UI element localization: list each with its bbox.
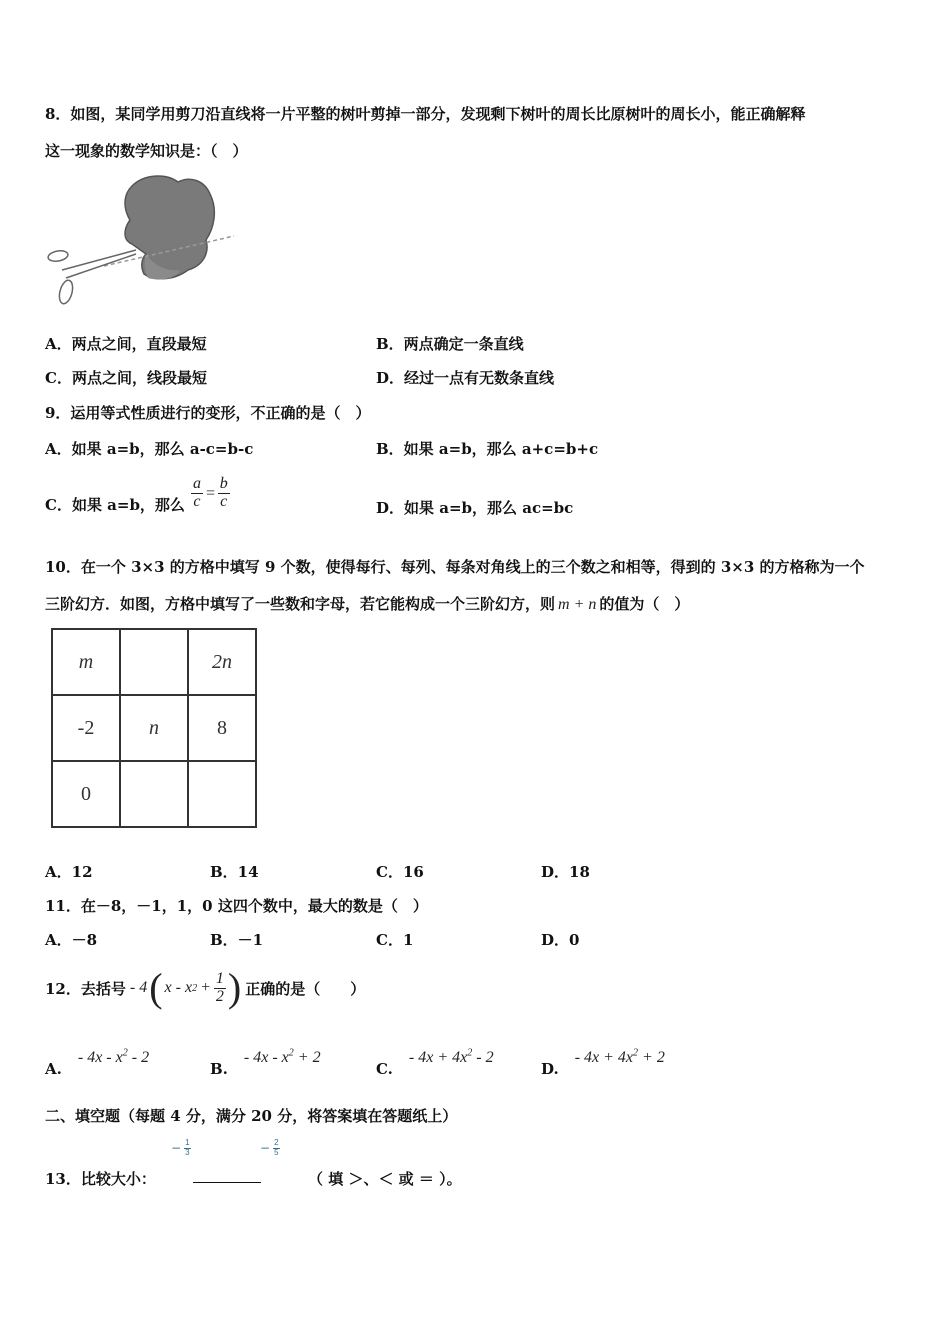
q9-frac-a-over-c: $\frac{a}{c}$ — [192, 475, 201, 510]
scissors-handle-bottom — [57, 279, 75, 305]
q8-option-b: B．两点确定一条直线 — [376, 335, 524, 353]
q10-option-c: C．16 — [376, 863, 424, 881]
grid-cell: n — [120, 695, 188, 761]
leaf-scissors-figure — [44, 170, 239, 312]
q12-option-b: B.- $4x - x^2 + 2$ — [210, 1048, 321, 1079]
q10-math-m-plus-n: m + n — [558, 596, 597, 613]
q12-frac-one-half: $\frac{1}{2}$ — [215, 969, 224, 1005]
scissors-handle-top — [47, 249, 68, 262]
grid-cell: 2n — [188, 629, 256, 695]
q11-option-b: B．－1 — [210, 931, 264, 949]
q11-option-c: C．1 — [376, 931, 414, 949]
q10-option-b: B．14 — [210, 863, 259, 881]
q8-option-c: C．两点之间，线段最短 — [45, 369, 207, 387]
grid-cell: 8 — [188, 695, 256, 761]
q11-option-a: A．－8 — [45, 931, 98, 949]
grid-cell — [188, 761, 256, 827]
q8-option-a: A．两点之间，直段最短 — [45, 335, 207, 353]
q12-option-d: D.- $4x + 4x^2 + 2$ — [541, 1048, 665, 1079]
q11-stem: 11．在－8，－1，1，0 这四个数中，最大的数是（ ） — [45, 897, 428, 915]
q10-option-a: A．12 — [45, 863, 93, 881]
q13-frac-minus-two-fifths: − $\frac{2}{5}$ — [260, 1138, 279, 1157]
q12-option-a: A.- $4x - x^2 - 2$ — [45, 1048, 150, 1079]
q13-frac-minus-one-third: − $\frac{1}{3}$ — [171, 1138, 190, 1157]
q9-option-c — [45, 472, 230, 515]
q11-option-d: D．0 — [541, 931, 580, 949]
q9-option-b: B．如果 a=b，那么 a+c=b+c — [376, 440, 599, 458]
leaf-shape — [125, 176, 214, 279]
q9-option-a: A．如果 a=b，那么 a-c=b-c — [45, 440, 254, 458]
q10-option-d: D．18 — [541, 863, 590, 881]
q13-answer-blank[interactable] — [193, 1168, 261, 1187]
q12-stem: 12．去括号 - 4 ( x - x 2 + $\frac{1}{2}$ ) 正确的是（ ） — [45, 965, 366, 1010]
q8-stem-line1: 8．如图，某同学用剪刀沿直线将一片平整的树叶剪掉一部分，发现剩下树叶的周长比原树叶的周长小，能正确解释 — [45, 105, 806, 123]
q12-expression: - 4 ( x - x 2 + $\frac{1}{2}$ ) — [129, 965, 242, 1010]
q12-option-c: C.- $4x + 4x^2 - 2$ — [376, 1048, 494, 1079]
q8-stem-line2: 这一现象的数学知识是：（ ） — [45, 142, 248, 160]
section2-title: 二、填空题（每题 4 分，满分 20 分，将答案填在答题纸上） — [45, 1107, 458, 1125]
grid-cell — [120, 629, 188, 695]
grid-cell: 0 — [52, 761, 120, 827]
q9-stem: 9．运用等式性质进行的变形，不正确的是（ ） — [45, 404, 371, 422]
q10-stem-line1: 10．在一个 3×3 的方格中填写 9 个数，使得每行、每列、每条对角线上的三个数之和相等，得到的 3×3 的方格称为一个 — [45, 558, 865, 576]
grid-cell — [120, 761, 188, 827]
q13-stem: 13．比较大小： — [45, 1170, 156, 1188]
grid-cell: -2 — [52, 695, 120, 761]
q9-frac-b-over-c: $\frac{b}{c}$ — [219, 475, 228, 510]
q9-option-c-text: C．如果 a=b，那么 — [45, 496, 185, 514]
grid-cell: m — [52, 629, 120, 695]
q8-option-d: D．经过一点有无数条直线 — [376, 369, 555, 387]
q13-tail: （ 填 ＞、＜ 或 ＝ ）。 — [308, 1170, 462, 1188]
q9-option-d: D．如果 a=b，那么 ac=bc — [376, 499, 574, 517]
q10-stem-line2: 三阶幻方．如图，方格中填写了一些数和字母，若它能构成一个三阶幻方，则 m + n 的值为（ ） — [45, 595, 690, 613]
q9-option-c-equation: $\frac{a}{c}$ = $\frac{b}{c}$ — [192, 475, 228, 510]
magic-square-grid — [51, 628, 257, 828]
